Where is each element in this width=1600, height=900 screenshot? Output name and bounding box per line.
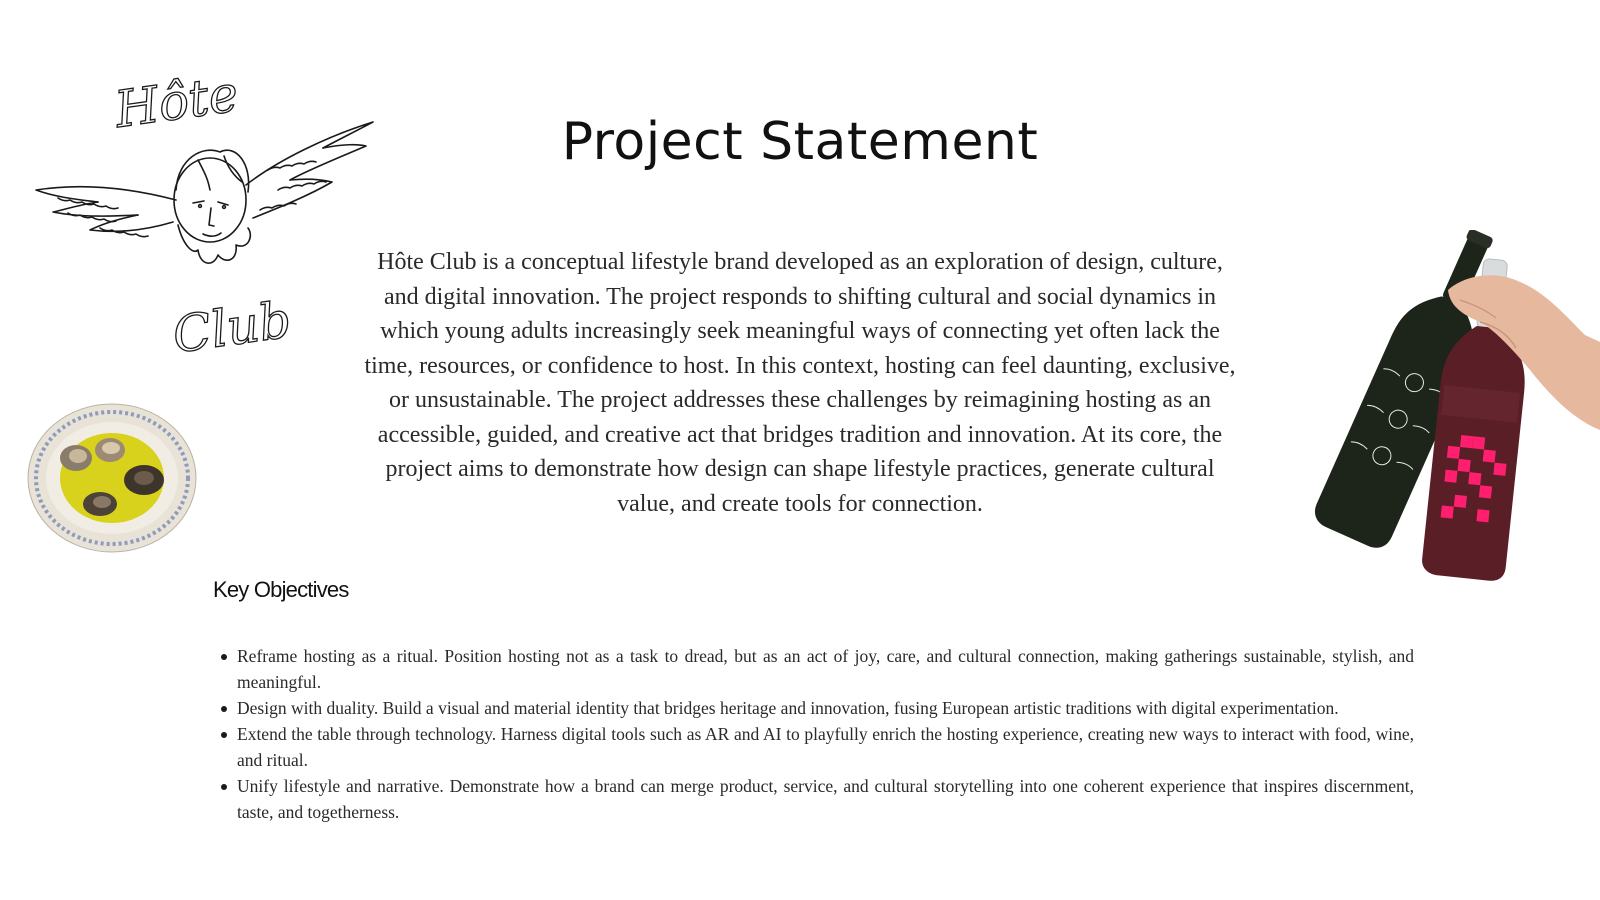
page-title: Project Statement [561,112,1039,172]
objective-item: Reframe hosting as a ritual. Position hosting not as a task to dread, but as an act of joy, care, and cultural connection, making gatherings sustainable, stylish, and meaningful. [237,643,1414,695]
objective-item: Design with duality. Build a visual and material identity that bridges heritage and innovation, fusing European artistic traditions with digital experimentation. [237,695,1414,721]
logo-word-club: Club [169,290,295,365]
objective-item: Unify lifestyle and narrative. Demonstrate how a brand can merge product, service, and cultural storytelling into one coherent experience that inspires discernment, taste, and togetherness. [237,773,1414,825]
key-objectives-list [213,643,1414,825]
hote-club-angel-logo [28,40,388,370]
logo-word-hote: Hôte [111,64,242,140]
project-statement-paragraph: Hôte Club is a conceptual lifestyle brand developed as an exploration of design, culture, and digital innovation. The project responds to shifting cultural and social dynamics in which young adults increasingly seek meaningful ways of connecting yet often lack the time, resources, or confidence to host. In this context, hosting can feel daunting, exclusive, or unsustainable. The project addresses these challenges by reimagining hosting as an accessible, guided, and creative act that bridges tradition and innovation. At its core, the project aims to demonstrate how design can shape lifestyle practices, generate cultural value, and create tools for connection. [364,249,1236,517]
key-objectives-heading: Key Objectives [213,577,349,602]
objective-item: Extend the table through technology. Harness digital tools such as AR and AI to playfully enrich the hosting experience, creating new ways to interact with food, wine, and ritual. [237,721,1414,773]
oyster-plate-image [26,402,198,554]
wine-bottles-image [1290,230,1600,590]
